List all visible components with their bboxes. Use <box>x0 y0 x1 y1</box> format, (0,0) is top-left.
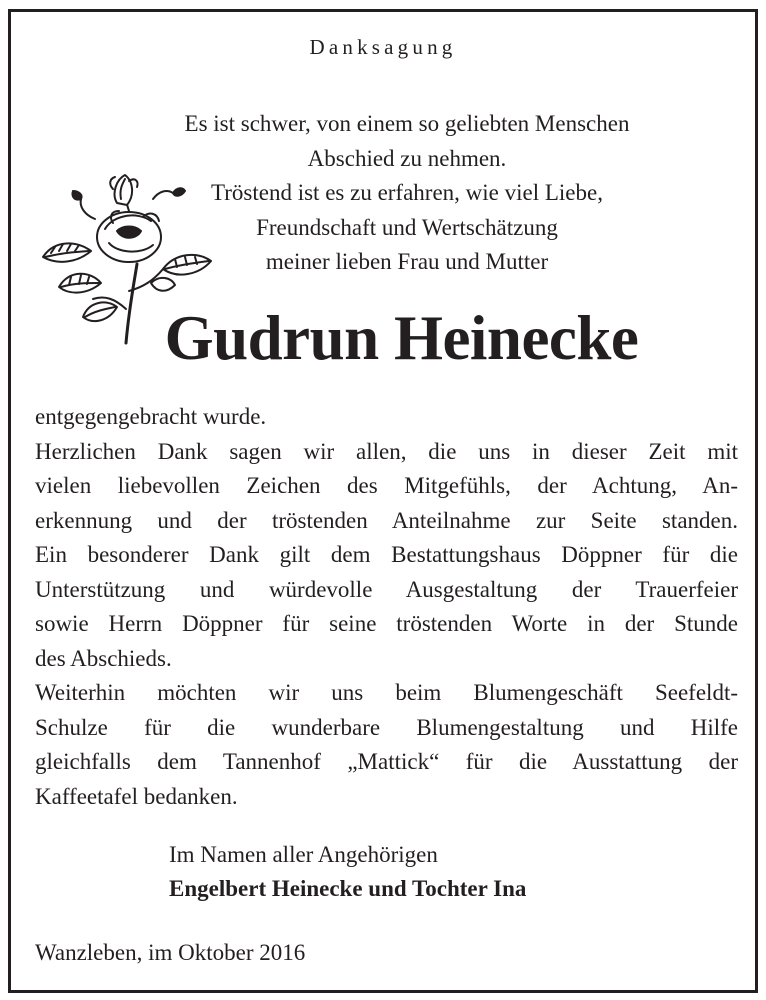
notice-heading: Danksagung <box>309 35 457 59</box>
body-line: Weiterhin möchten wir uns beim Blumengeschäft Seefeldt- <box>35 680 738 705</box>
intro-line: Abschied zu nehmen. <box>307 145 507 171</box>
deceased-name: Gudrun Heinecke <box>164 303 639 373</box>
body-line: Herzlichen Dank sagen wir allen, die uns in dieser Zeit mit <box>35 438 738 464</box>
body-line: Ein besonderer Dank gilt dem Bestattungshaus Döppner für die <box>35 542 738 567</box>
intro-line: meiner lieben Frau und Mutter <box>265 249 549 274</box>
signature-block <box>169 838 526 906</box>
signature-intro: Im Namen aller Angehörigen <box>169 842 438 867</box>
body-line: Unterstützung und würdevolle Ausgestaltung der Trauerfeier <box>35 576 738 602</box>
signature-names: Engelbert Heinecke und Tochter Ina <box>169 876 527 901</box>
body-line: Schulze für die wunderbare Blumengestaltung und Hilfe <box>35 714 738 740</box>
body-line: gleichfalls dem Tannenhof „Mattick“ für die Ausstattung der <box>35 749 738 774</box>
body-line: sowie Herrn Döppner für seine tröstenden Worte in der Stunde <box>35 611 738 636</box>
body-line: Kaffeetafel bedanken. <box>35 783 238 809</box>
body-line: des Abschieds. <box>35 645 172 671</box>
intro-line: Tröstend ist es zu erfahren, wie viel Liebe, <box>211 180 603 205</box>
body-line: vielen liebevollen Zeichen des Mitgefühls, der Achtung, An- <box>35 473 738 498</box>
body-line: erkennung und der tröstenden Anteilnahme zur Seite standen. <box>35 507 738 533</box>
place-date: Wanzleben, im Oktober 2016 <box>35 940 306 965</box>
obituary-notice <box>8 9 758 993</box>
intro-line: Es ist schwer, von einem so geliebten Menschen <box>184 111 630 136</box>
body-line: entgegengebracht wurde. <box>35 404 267 429</box>
intro-line: Freundschaft und Wertschätzung <box>256 214 558 240</box>
thanks-text <box>35 400 738 814</box>
